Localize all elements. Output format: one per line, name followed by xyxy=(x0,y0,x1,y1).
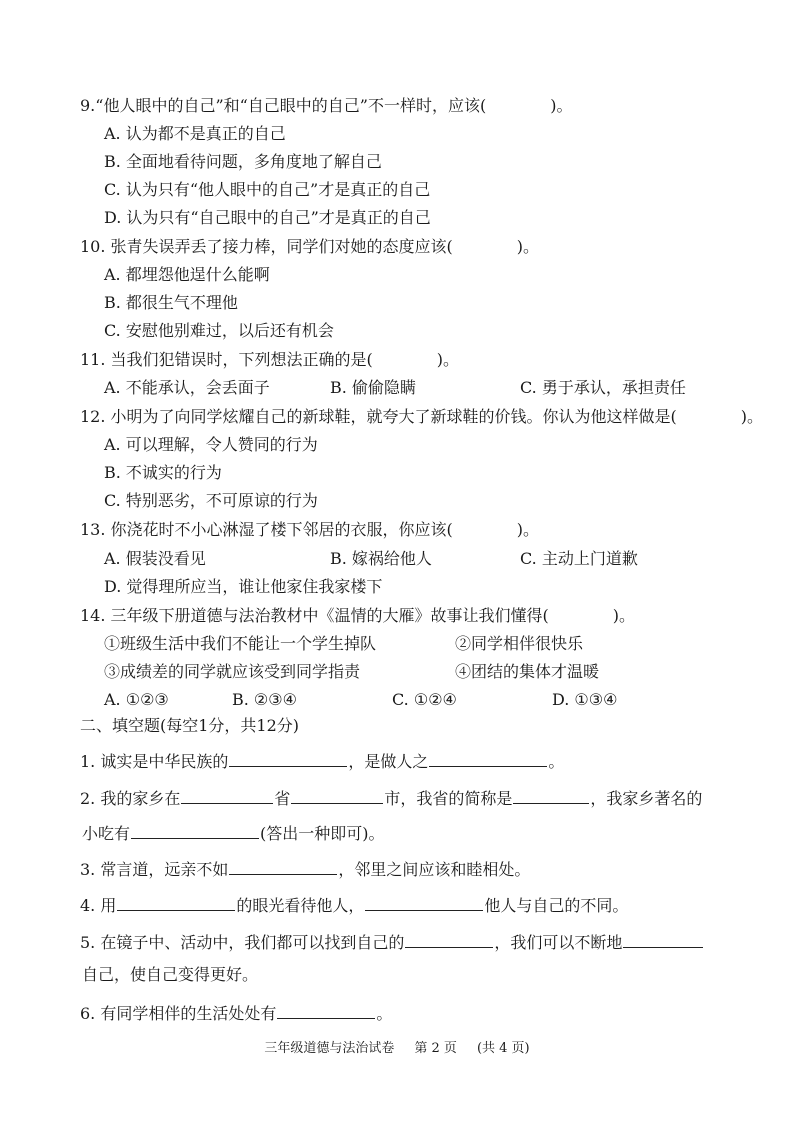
question-14-option-c: C. ①②④ xyxy=(392,690,457,709)
question-13-option-b: B. 嫁祸给他人 xyxy=(330,549,432,568)
question-13-stem: 13. 你浇花时不小心淋湿了楼下邻居的衣服，你应该( )。 xyxy=(80,520,540,539)
fill-question-2: 2. 我的家乡在 省 市，我省的简称是 ，我家乡著名的 xyxy=(80,789,703,808)
footer-subject: 三年级道德与法治试卷 xyxy=(264,1041,395,1056)
fill-question-1: 1. 诚实是中华民族的 ，是做人之 。 xyxy=(80,752,565,771)
answer-blank[interactable] xyxy=(229,750,347,767)
answer-blank[interactable] xyxy=(131,822,259,839)
fill-question-5: 5. 在镜子中、活动中，我们都可以找到自己的 ，我们可以不断地 xyxy=(80,931,704,953)
question-11-option-a: A. 不能承认，会丢面子 xyxy=(104,378,270,397)
question-9-stem: 9.“他人眼中的自己”和“自己眼中的自己”不一样时，应该( )。 xyxy=(80,96,573,115)
question-14-statement-2: ②同学相伴很快乐 xyxy=(455,634,584,653)
answer-blank[interactable] xyxy=(405,931,493,948)
question-13-option-c: C. 主动上门道歉 xyxy=(520,549,638,568)
fill-question-6: 6. 有同学相伴的生活处处有 。 xyxy=(80,1004,393,1023)
question-9-option-d: D. 认为只有“自己眼中的自己”才是真正的自己 xyxy=(104,208,431,227)
question-14-statement-3: ③成绩差的同学就应该受到同学指责 xyxy=(104,662,361,681)
fill-question-3: 3. 常言道，远亲不如 ，邻里之间应该和睦相处。 xyxy=(80,860,531,879)
answer-blank[interactable] xyxy=(117,894,235,911)
fill-question-4: 4. 用 的眼光看待他人， 他人与自己的不同。 xyxy=(80,896,629,915)
question-9-option-c: C. 认为只有“他人眼中的自己”才是真正的自己 xyxy=(104,180,431,199)
answer-blank[interactable] xyxy=(291,787,383,804)
question-12-stem: 12. 小明为了向同学炫耀自己的新球鞋，就夸大了新球鞋的价钱。你认为他这样做是( )。 xyxy=(80,407,764,426)
question-11-option-c: C. 勇于承认，承担责任 xyxy=(520,378,686,397)
question-14-option-a: A. ①②③ xyxy=(104,690,169,709)
question-13-option-a: A. 假装没看见 xyxy=(104,549,206,568)
answer-blank[interactable] xyxy=(229,858,337,875)
question-14-stem: 14. 三年级下册道德与法治教材中《温情的大雁》故事让我们懂得( )。 xyxy=(80,606,636,625)
question-10-stem: 10. 张青失误弄丢了接力棒，同学们对她的态度应该( )。 xyxy=(80,237,540,256)
question-14-option-b: B. ②③④ xyxy=(232,690,297,709)
answer-blank[interactable] xyxy=(365,894,483,911)
answer-blank[interactable] xyxy=(623,931,703,948)
question-14-option-d: D. ①③④ xyxy=(552,690,618,709)
question-13-option-d: D. 觉得理所应当，谁让他家住我家楼下 xyxy=(104,577,383,596)
question-9-option-b: B. 全面地看待问题，多角度地了解自己 xyxy=(104,152,382,171)
question-12-option-a: A. 可以理解，令人赞同的行为 xyxy=(104,435,318,454)
question-11-option-b: B. 偷偷隐瞒 xyxy=(330,378,416,397)
question-9-option-a: A. 认为都不是真正的自己 xyxy=(104,124,286,143)
footer-page-number: 第 2 页 xyxy=(414,1041,457,1056)
footer-total-pages: (共 4 页) xyxy=(476,1041,530,1056)
page-footer xyxy=(0,1037,794,1056)
answer-blank[interactable] xyxy=(181,787,273,804)
answer-blank[interactable] xyxy=(277,1002,375,1019)
question-10-option-b: B. 都很生气不理他 xyxy=(104,293,238,312)
question-11-stem: 11. 当我们犯错误时，下列想法正确的是( )。 xyxy=(80,350,460,369)
fill-question-2-continued: 小吃有 (答出一种即可)。 xyxy=(82,824,385,843)
question-14-statement-1: ①班级生活中我们不能让一个学生掉队 xyxy=(104,634,377,653)
question-14-statement-4: ④团结的集体才温暖 xyxy=(455,662,600,681)
section-2-heading: 二、填空题(每空1分，共12分) xyxy=(80,716,300,735)
answer-blank[interactable] xyxy=(429,750,547,767)
question-10-option-a: A. 都埋怨他逞什么能啊 xyxy=(104,265,270,284)
question-10-option-c: C. 安慰他别难过，以后还有机会 xyxy=(104,321,334,340)
fill-question-5-continued: 自己，使自己变得更好。 xyxy=(82,965,259,984)
question-12-option-c: C. 特别恶劣，不可原谅的行为 xyxy=(104,491,318,510)
question-12-option-b: B. 不诚实的行为 xyxy=(104,463,222,482)
answer-blank[interactable] xyxy=(513,787,589,804)
